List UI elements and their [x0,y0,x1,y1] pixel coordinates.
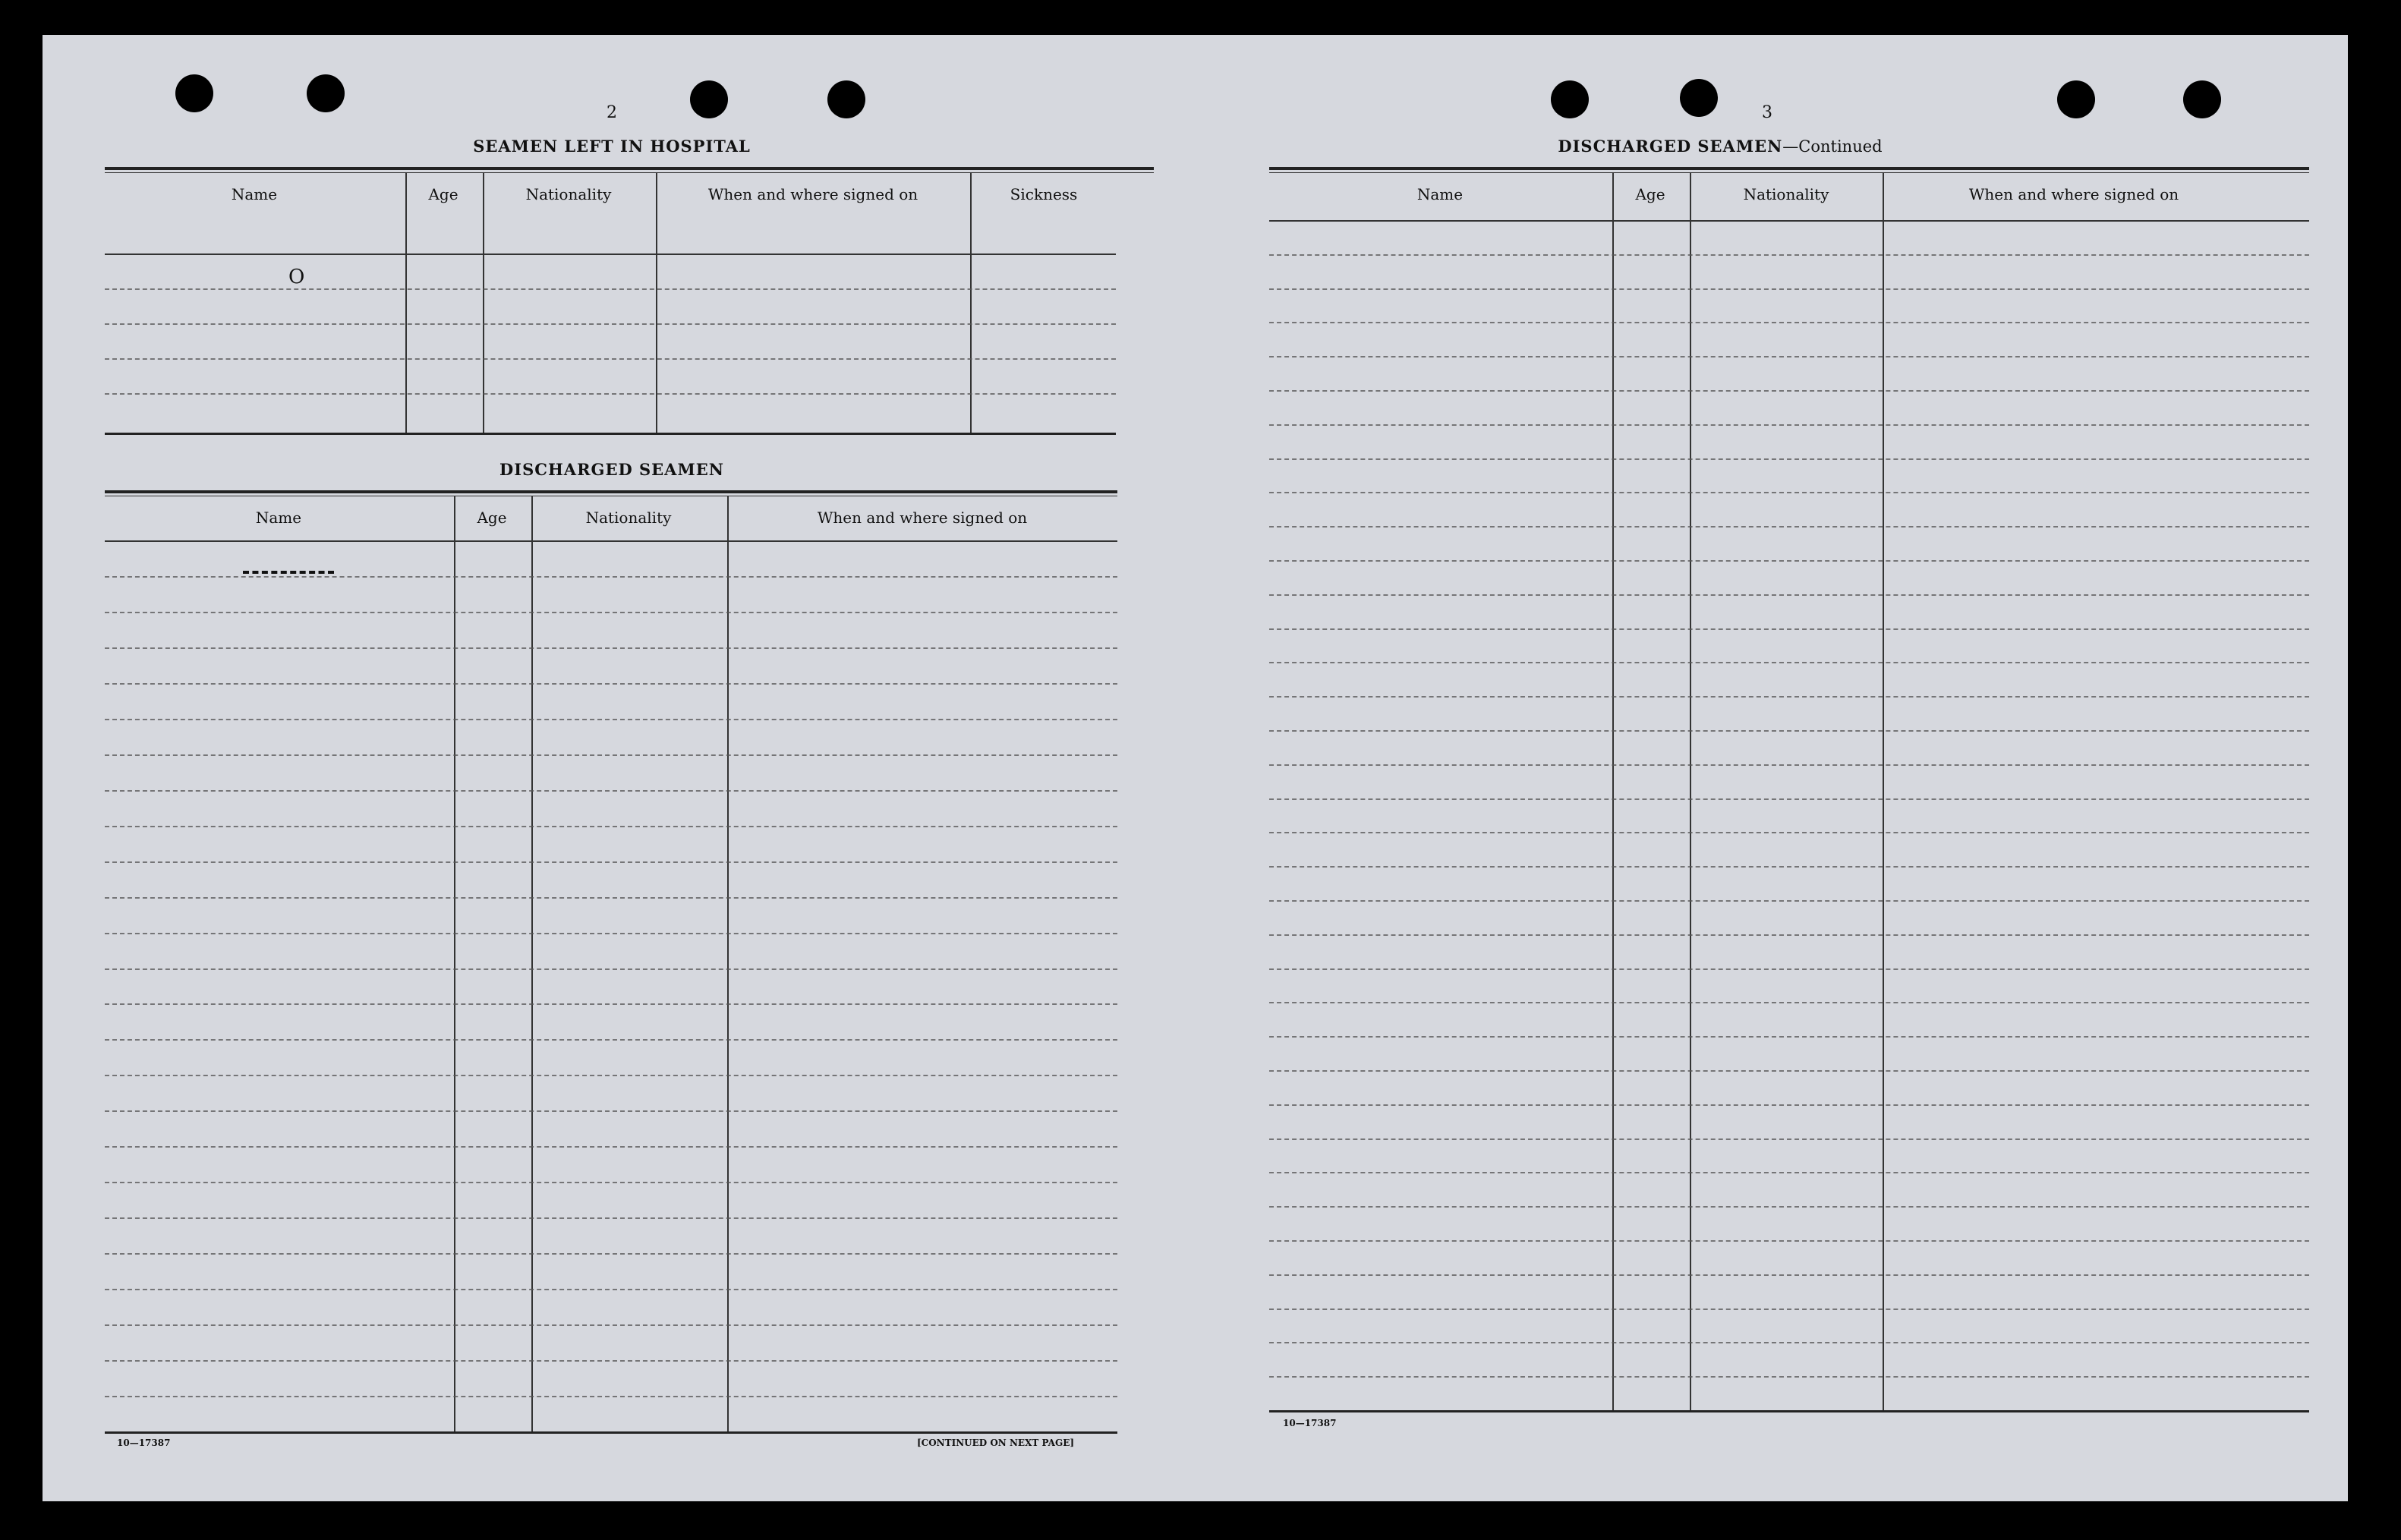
column-header-nationality: Nationality [585,509,672,527]
row-line [105,1217,1117,1219]
column-header-nationality: Nationality [525,185,612,203]
row-line [1269,356,2309,357]
row-line [105,719,1117,720]
column-header-name: Name [231,185,278,203]
title-suffix: —Continued [1782,137,1883,156]
punch-hole [827,80,865,118]
row-line [1269,900,2309,902]
discharged-title: DISCHARGED SEAMEN [499,460,724,479]
row-line [1269,1240,2309,1242]
row-line [1269,696,2309,698]
row-line [1269,1309,2309,1310]
row-line [1269,730,2309,732]
document-sheet [43,35,2348,1501]
row-line [105,1110,1117,1112]
row-line [105,683,1117,685]
row-line [105,1075,1117,1076]
hospital-title: SEAMEN LEFT IN HOSPITAL [473,137,751,156]
row-line [1269,288,2309,290]
row-line [105,861,1117,863]
punch-hole [2183,80,2221,118]
column-header-nationality: Nationality [1743,185,1829,203]
row-line [1269,390,2309,392]
row-line [1269,968,2309,970]
punch-hole [690,80,728,118]
title-text: DISCHARGED SEAMEN [1558,137,1783,156]
column-header-signed-on: When and where signed on [1968,185,2179,203]
row-line [1269,424,2309,426]
row-line [105,1253,1117,1255]
row-line [1269,1138,2309,1140]
punch-hole [2057,80,2095,118]
row-line [105,754,1117,756]
row-line [1269,764,2309,766]
row-line [1269,1104,2309,1106]
row-line [105,1003,1117,1005]
form-number: 10—17387 [1283,1418,1337,1428]
row-line [1269,1172,2309,1173]
row-line [105,1360,1117,1362]
row-line [1269,1376,2309,1378]
page-number: 2 [607,103,617,122]
row-line [1269,662,2309,663]
row-line [1269,594,2309,596]
row-line [105,790,1117,792]
name-dash-mark [243,571,334,574]
row-line [105,826,1117,827]
column-header-age: Age [428,185,458,203]
row-line [105,1396,1117,1397]
row-line [105,1182,1117,1183]
row-line [105,1146,1117,1148]
punch-hole [307,74,345,112]
discharged-continued-title [1523,137,1917,156]
row-line [1269,832,2309,833]
discharged-table-right [1269,167,2309,1450]
column-header-name: Name [1416,185,1464,203]
row-line [1269,1342,2309,1343]
form-number: 10—17387 [117,1438,171,1448]
hospital-entry-mark: O [288,266,305,288]
row-line [105,1289,1117,1290]
row-line [105,897,1117,899]
row-line [105,647,1117,649]
row-line [105,1324,1117,1326]
row-line [1269,1002,2309,1003]
continued-note: [CONTINUED ON NEXT PAGE] [917,1438,1075,1448]
row-line [1269,560,2309,562]
row-line [1269,628,2309,630]
row-line [1269,1274,2309,1276]
row-line [105,968,1117,970]
discharged-table-left [105,490,1117,1469]
row-line [1269,254,2309,256]
row-line [1269,1070,2309,1072]
column-header-age: Age [477,509,507,527]
row-line [1269,866,2309,868]
column-header-sickness: Sickness [1010,185,1078,203]
column-header-signed-on: When and where signed on [817,509,1028,527]
row-line [1269,934,2309,936]
row-line [105,576,1117,578]
hospital-table [105,167,1154,440]
punch-hole [1551,80,1589,118]
column-header-age: Age [1635,185,1665,203]
row-line [105,933,1117,934]
row-line [1269,322,2309,323]
row-line [1269,1036,2309,1038]
row-line [1269,526,2309,528]
punch-hole [1680,79,1718,117]
column-header-signed-on: When and where signed on [707,185,918,203]
column-header-name: Name [255,509,302,527]
row-line [1269,458,2309,460]
punch-hole [175,74,213,112]
row-line [105,1039,1117,1041]
row-line [1269,1206,2309,1208]
page-number: 3 [1762,103,1772,122]
row-line [105,612,1117,613]
row-line [1269,492,2309,493]
row-line [1269,798,2309,800]
